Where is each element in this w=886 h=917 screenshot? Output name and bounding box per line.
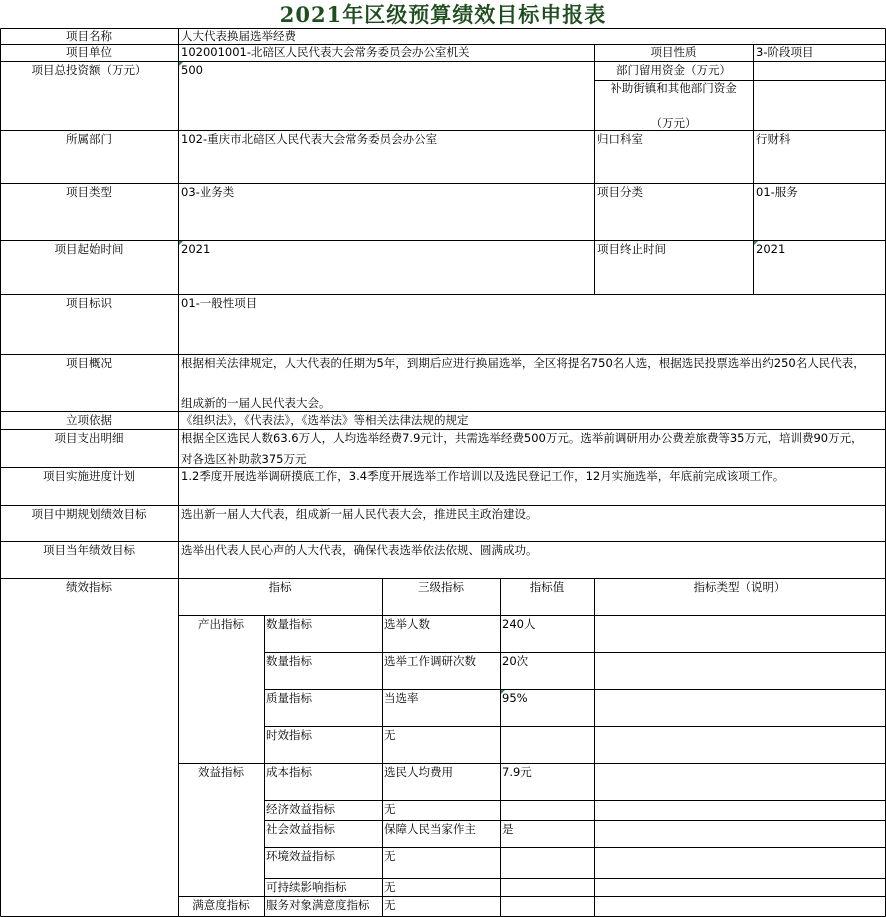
start-time-label: 项目起始时间 [54, 242, 124, 256]
sub-indicator: 服务对象满意度指标 [266, 898, 370, 912]
total-investment-value: 500 [181, 63, 203, 77]
subsidy-funds-label: 补助街镇和其他部门资金 [610, 81, 737, 95]
project-type-label: 项目类型 [66, 185, 112, 199]
header-type: 指标类型（说明） [693, 580, 786, 594]
project-nature-label: 项目性质 [650, 45, 697, 59]
midterm-goal-value: 选出新一届人大代表，组成新一届人民代表大会，推进民主政治建设。 [181, 507, 538, 521]
performance-label: 绩效指标 [66, 580, 112, 594]
project-unit-label: 项目单位 [66, 45, 112, 59]
group-benefit: 效益指标 [198, 765, 244, 779]
project-ident-label: 项目标识 [66, 296, 112, 310]
project-type-value: 03-业务类 [181, 185, 235, 199]
schedule-value: 1.2季度开展选举调研摸底工作，3.4季度开展选举工作培训以及选民登记工作，12月实施选举，年底前完成该项工作。 [181, 469, 785, 483]
header-value: 指标值 [529, 580, 565, 594]
indicator-value: 240人 [502, 617, 536, 631]
level3-indicator: 无 [384, 849, 396, 863]
sub-indicator: 数量指标 [266, 617, 312, 631]
group-output: 产出指标 [198, 617, 244, 631]
level3-indicator: 选举工作调研次数 [384, 654, 476, 668]
level3-indicator: 保障人民当家作主 [384, 822, 476, 836]
level3-indicator: 无 [384, 802, 396, 816]
sub-indicator: 经济效益指标 [266, 802, 335, 816]
schedule-label: 项目实施进度计划 [43, 469, 135, 483]
project-name-label: 项目名称 [66, 29, 112, 43]
sub-indicator: 可持续影响指标 [266, 880, 347, 894]
annual-goal-label: 项目当年绩效目标 [43, 543, 135, 557]
indicator-value: 20次 [502, 654, 529, 668]
header-indicator: 指标 [268, 580, 292, 594]
level3-indicator: 选民人均费用 [384, 765, 453, 779]
level3-indicator: 无 [384, 728, 396, 742]
project-nature-value: 3-阶段项目 [756, 45, 814, 59]
end-time-label: 项目终止时间 [597, 242, 666, 256]
project-category-label: 项目分类 [597, 185, 643, 199]
level3-indicator: 选举人数 [384, 617, 430, 631]
page-title: 2021年区级预算绩效目标申报表 [279, 2, 607, 27]
indicator-value: 95% [502, 691, 528, 705]
sub-indicator: 时效指标 [266, 728, 312, 742]
total-investment-label: 项目总投资额（万元） [31, 63, 147, 77]
basis-label: 立项依据 [66, 413, 112, 427]
project-unit-value: 102001001-北碚区人民代表大会常务委员会办公室机关 [181, 45, 470, 59]
expense-detail-line-2: 对各选区补助款375万元 [181, 452, 307, 466]
sub-indicator: 环境效益指标 [266, 849, 335, 863]
department-value: 102-重庆市北碚区人民代表大会常务委员会办公室 [181, 132, 438, 146]
indicator-value: 是 [502, 822, 514, 836]
overview-line-1: 根据相关法律规定，人大代表的任期为5年，到期后应进行换届选举，全区将提名750名人选，根据选民投票选举出约250名人民代表， [181, 356, 865, 370]
end-time-value: 2021 [756, 242, 786, 256]
expense-detail-label: 项目支出明细 [54, 431, 124, 445]
indicator-value: 7.9元 [502, 765, 532, 779]
level3-indicator: 无 [384, 898, 396, 912]
sub-indicator: 质量指标 [266, 691, 312, 705]
midterm-goal-label: 项目中期规划绩效目标 [31, 507, 147, 521]
expense-detail-line-1: 根据全区选民人数63.6万人，人均选举经费7.9元计，共需选举经费500万元。选举前调研用办公费差旅费等35万元，培训费90万元， [181, 431, 863, 445]
project-ident-value: 01-一般性项目 [181, 296, 258, 310]
annual-goal-value: 选举出代表人民心声的人大代表，确保代表选举依法依规、圆满成功。 [181, 543, 538, 557]
level3-indicator: 当选率 [384, 691, 419, 705]
group-satisfaction: 满意度指标 [192, 898, 250, 912]
start-time-value: 2021 [181, 242, 211, 256]
overview-label: 项目概况 [66, 356, 112, 370]
sub-indicator: 成本指标 [266, 765, 312, 779]
department-label: 所属部门 [66, 132, 112, 146]
header-level3: 三级指标 [418, 580, 464, 594]
basis-value: 《组织法》，《代表法》，《选举法》等相关法律法规的规定 [181, 413, 469, 427]
overview-line-2: 组成新的一届人民代表大会。 [181, 396, 331, 410]
retained-funds-label: 部门留用资金（万元） [616, 63, 731, 77]
sub-indicator: 社会效益指标 [266, 822, 335, 836]
office-label: 归口科室 [597, 132, 643, 146]
subsidy-funds-unit: （万元） [650, 116, 697, 130]
sub-indicator: 数量指标 [266, 654, 312, 668]
project-name-value: 人大代表换届选举经费 [181, 29, 296, 43]
office-value: 行财科 [756, 132, 791, 146]
project-category-value: 01-服务 [756, 185, 798, 199]
level3-indicator: 无 [384, 880, 396, 894]
